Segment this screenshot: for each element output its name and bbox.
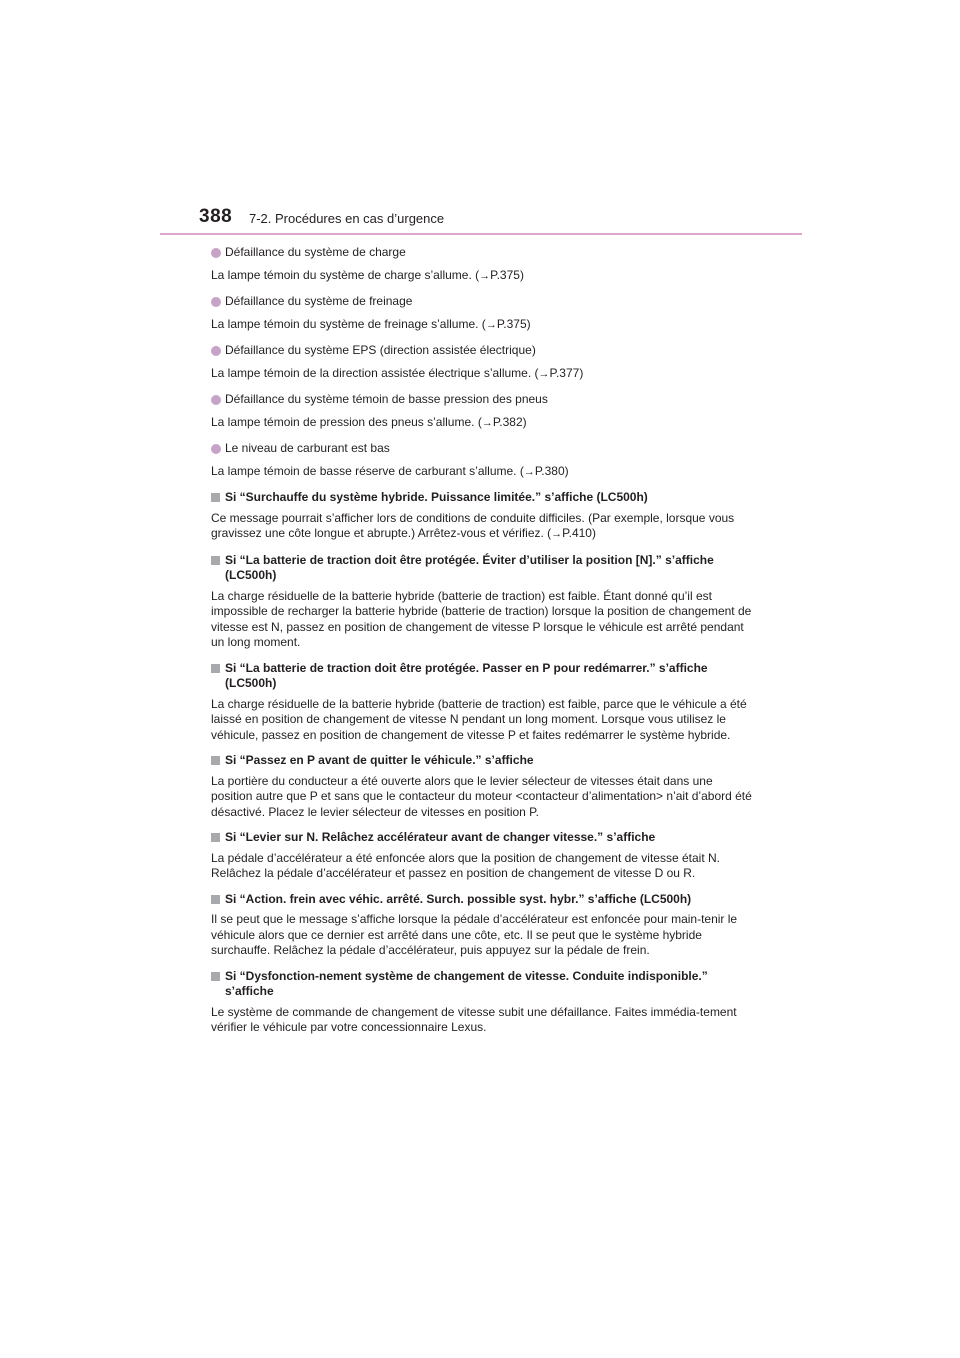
message-description-text: Le système de commande de changement de vitesse subit une défaillance. Faites immédia-tement vérifier le véhicule par votre concessionnaire Lexus. [211,1004,737,1034]
message-description [211,912,756,959]
message-section [211,490,756,543]
page-reference-link[interactable]: P.375) [496,316,531,331]
warning-description-text: La lampe témoin du système de charge s’allume. ( [211,267,480,282]
section-title: 7-2. Procédures en cas d’urgence [249,211,445,226]
message-description-text: La portière du conducteur a été ouverte alors que le levier sélecteur de vitesses était dans une position autre que P et sans que le contacteur du moteur <contacteur d’alimentation> n’ait d’abord été désactivé. Placez le levier sélecteur de vitesses en position P. [211,773,752,819]
warning-item [211,294,756,333]
warning-title [211,245,756,261]
square-bullet-icon [211,972,220,981]
message-section [211,553,756,651]
message-heading-text: Si “Action. frein avec véhic. arrêté. Surch. possible syst. hybr.” s’affiche (LC500h) [225,891,692,906]
square-bullet-icon [211,556,220,565]
bullet-dot-icon [211,346,221,356]
arrow-icon: → [551,528,563,540]
message-heading-text: Si “Passez en P avant de quitter le véhicule.” s’affiche [225,753,534,767]
warning-title-text: Défaillance du système de freinage [225,294,413,308]
arrow-icon: → [485,318,497,331]
message-section [211,830,756,882]
message-heading [211,969,756,1000]
message-description [211,851,756,882]
message-heading-text: Si “La batterie de traction doit être protégée. Passer en P pour redémarrer.” s’affiche (LC500h) [225,660,708,690]
message-heading [211,661,756,692]
message-heading [211,553,756,584]
square-bullet-icon [211,756,220,765]
arrow-icon: → [538,367,550,380]
message-sections [211,490,756,1036]
page-header [199,206,801,236]
warning-description [211,366,756,383]
page-reference-link[interactable]: P.380) [534,463,569,478]
warning-item [211,392,756,431]
warning-description-text: La lampe témoin de basse réserve de carburant s’allume. ( [211,463,524,478]
warning-description [211,464,756,481]
page-content [211,245,756,1046]
page-reference-link[interactable]: P.377) [549,365,584,380]
message-description-text: Il se peut que le message s’affiche lorsque la pédale d’accélérateur est enfoncée pour main-tenir le véhicule alors que ce dernier est arrêté dans une côte, etc. Il se peut que le système hybride surchauffe. Relâchez la pédale d’accélérateur, puis appuyez sur la pédale de frein. [211,912,738,957]
square-bullet-icon [211,493,220,502]
page-number: 388 [199,206,233,227]
message-description [211,511,756,543]
bullet-dot-icon [211,444,221,454]
header-divider [160,233,802,235]
bullet-dot-icon [211,297,221,307]
message-heading [211,753,756,769]
message-description-text: La charge résiduelle de la batterie hybride (batterie de traction) est faible, parce que le véhicule a été laissé en position de changement de vitesse N pendant un long moment. Lorsque vous utilisez le véhicule, passez en position de changement de vitesse P et faites redémarrer le système hybride. [211,696,747,742]
warning-description-text: La lampe témoin de pression des pneus s’allume. ( [211,414,482,429]
warning-title-text: Défaillance du système EPS (direction assistée électrique) [225,343,536,357]
message-heading [211,490,756,506]
square-bullet-icon [211,833,220,842]
message-description-text: La pédale d’accélérateur a été enfoncée alors que la position de changement de vitesse était N. Relâchez la pédale d’accélérateur et passez en position de changement de vitesse D ou R. [211,850,721,880]
arrow-icon: → [481,416,493,429]
warning-list [211,245,756,480]
message-description [211,1005,756,1036]
square-bullet-icon [211,664,220,673]
arrow-icon: → [523,465,535,478]
message-heading [211,830,756,846]
bullet-dot-icon [211,248,221,258]
warning-title [211,392,756,408]
bullet-dot-icon [211,395,221,405]
page-reference-link[interactable]: P.382) [492,414,527,429]
warning-description [211,317,756,334]
warning-description-text: La lampe témoin du système de freinage s’allume. ( [211,316,486,331]
warning-description [211,415,756,432]
warning-title [211,343,756,359]
message-description-text: La charge résiduelle de la batterie hybride (batterie de traction) est faible. Étant donné qu’il est impossible de recharger la batterie hybride (batterie de traction) lorsque la position de changement de vitesse est N, passez en position de changement de vitesse P lorsque le véhicule est arrêté pendant un long moment. [211,588,752,649]
message-description [211,589,756,651]
message-description [211,774,756,821]
square-bullet-icon [211,895,220,904]
warning-title [211,294,756,310]
warning-item [211,343,756,382]
message-heading-text: Si “Surchauffe du système hybride. Puissance limitée.” s’affiche (LC500h) [225,490,648,504]
page-reference-link[interactable]: P.410) [562,526,596,540]
message-heading [211,892,756,908]
message-heading-text: Si “La batterie de traction doit être protégée. Éviter d’utiliser la position [N].” s’affiche (LC500h) [225,552,714,582]
warning-description [211,268,756,285]
message-description [211,697,756,744]
page-reference-link[interactable]: P.375) [490,267,524,282]
message-section [211,753,756,820]
warning-title-text: Défaillance du système témoin de basse pression des pneus [225,392,548,406]
warning-title [211,441,756,457]
message-description-text: Ce message pourrait s’afficher lors de conditions de conduite difficiles. (Par exemple, lorsque vous gravissez une côte longue et abrupte.) Arrêtez-vous et vérifiez. ( [211,510,735,540]
arrow-icon: → [479,269,491,282]
message-heading-text: Si “Dysfonction-nement système de changement de vitesse. Conduite indisponible.” s’affiche [225,968,708,998]
message-section [211,661,756,744]
message-heading-text: Si “Levier sur N. Relâchez accélérateur avant de changer vitesse.” s’affiche [225,830,656,844]
warning-item [211,441,756,480]
warning-description-text: La lampe témoin de la direction assistée électrique s’allume. ( [211,365,539,380]
warning-item [211,245,756,284]
warning-title-text: Le niveau de carburant est bas [225,441,390,455]
message-section [211,892,756,959]
message-section [211,969,756,1036]
warning-title-text: Défaillance du système de charge [225,245,406,259]
